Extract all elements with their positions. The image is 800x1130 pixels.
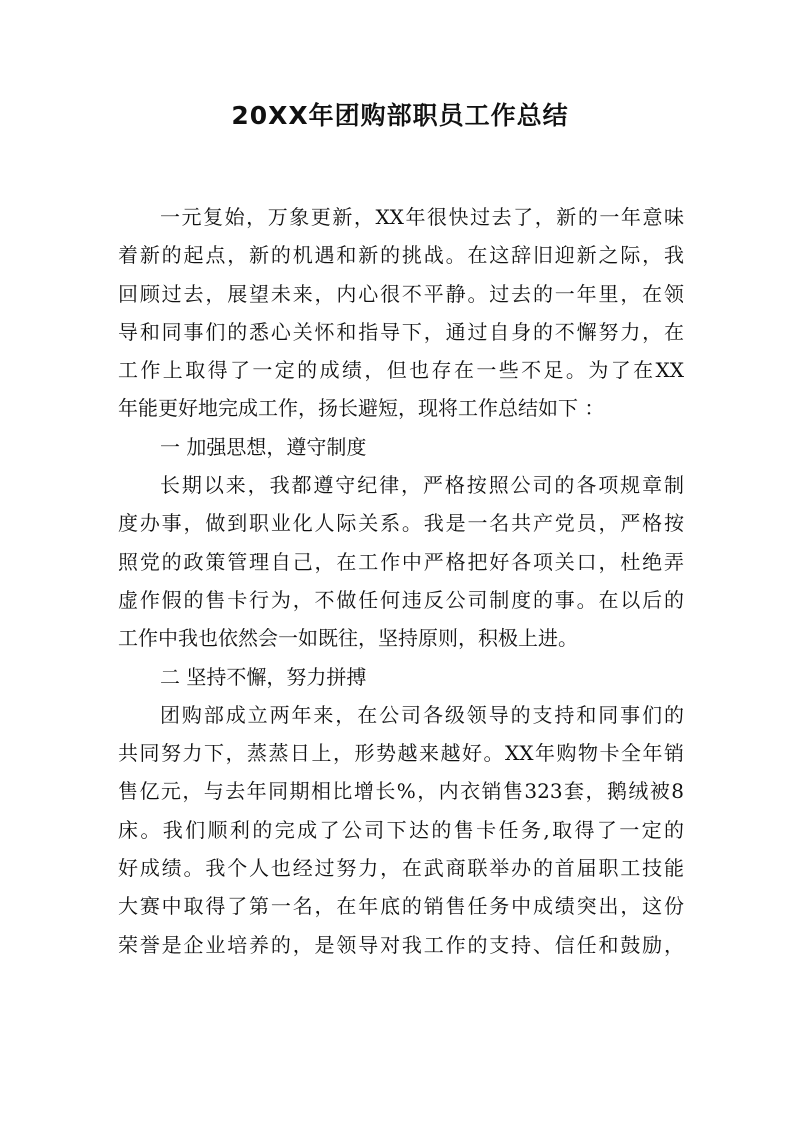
paragraph-line: 一元复始，万象更新，XX年很快过去了，新的一年意味 (160, 205, 684, 229)
document-title: 20XX年团购部职员工作总结 (231, 101, 569, 130)
paragraph-line: 度办事，做到职业化人际关系。我是一名共产党员，严格按 (118, 511, 684, 536)
paragraph-line: 长期以来，我都遵守纪律，严格按照公司的各项规章制 (160, 473, 684, 498)
paragraph-line: 床。我们顺利的完成了公司下达的售卡任务,取得了一定的 (118, 817, 684, 842)
paragraph-line: 大赛中取得了第一名，在年底的销售任务中成绩突出，这份 (118, 894, 684, 919)
paragraph-line: 共同努力下，蒸蒸日上，形势越来越好。XX年购物卡全年销 (118, 741, 684, 766)
paragraph-line: 照党的政策管理自己，在工作中严格把好各项关口，杜绝弄 (118, 549, 684, 574)
paragraph-line: 年能更好地完成工作，扬长避短，现将工作总结如下 ： (118, 396, 605, 421)
paragraph-line: 工作中我也依然会一如既往，坚持原则，积极上进。 (118, 626, 578, 651)
paragraph-line: 荣誉是企业培养的，是领导对我工作的支持、信任和鼓励， (118, 932, 684, 957)
paragraph-line: 回顾过去，展望未来，内心很不平静。过去的一年里，在领 (118, 281, 684, 306)
paragraph-line: 团购部成立两年来，在公司各级领导的支持和同事们的 (160, 702, 684, 727)
paragraph-line: 好成绩。我个人也经过努力，在武商联举办的首届职工技能 (118, 856, 684, 881)
paragraph-line: 虚作假的售卡行为，不做任何违反公司制度的事。在以后的 (118, 587, 684, 612)
paragraph-line: 售亿元，与去年同期相比增长%，内衣销售323套，鹅绒被8 (118, 779, 684, 804)
document-body (118, 198, 684, 964)
paragraph-line: 着新的起点，新的机遇和新的挑战。在这辞旧迎新之际，我 (118, 243, 684, 268)
section-heading: 二 坚持不懈，努力拼搏 (160, 664, 367, 689)
paragraph-line: 工作上取得了一定的成绩，但也存在一些不足。为了在XX (118, 358, 684, 383)
section-heading: 一 加强思想，遵守制度 (160, 434, 367, 459)
paragraph-line: 导和同事们的悉心关怀和指导下，通过自身的不懈努力，在 (118, 319, 684, 344)
